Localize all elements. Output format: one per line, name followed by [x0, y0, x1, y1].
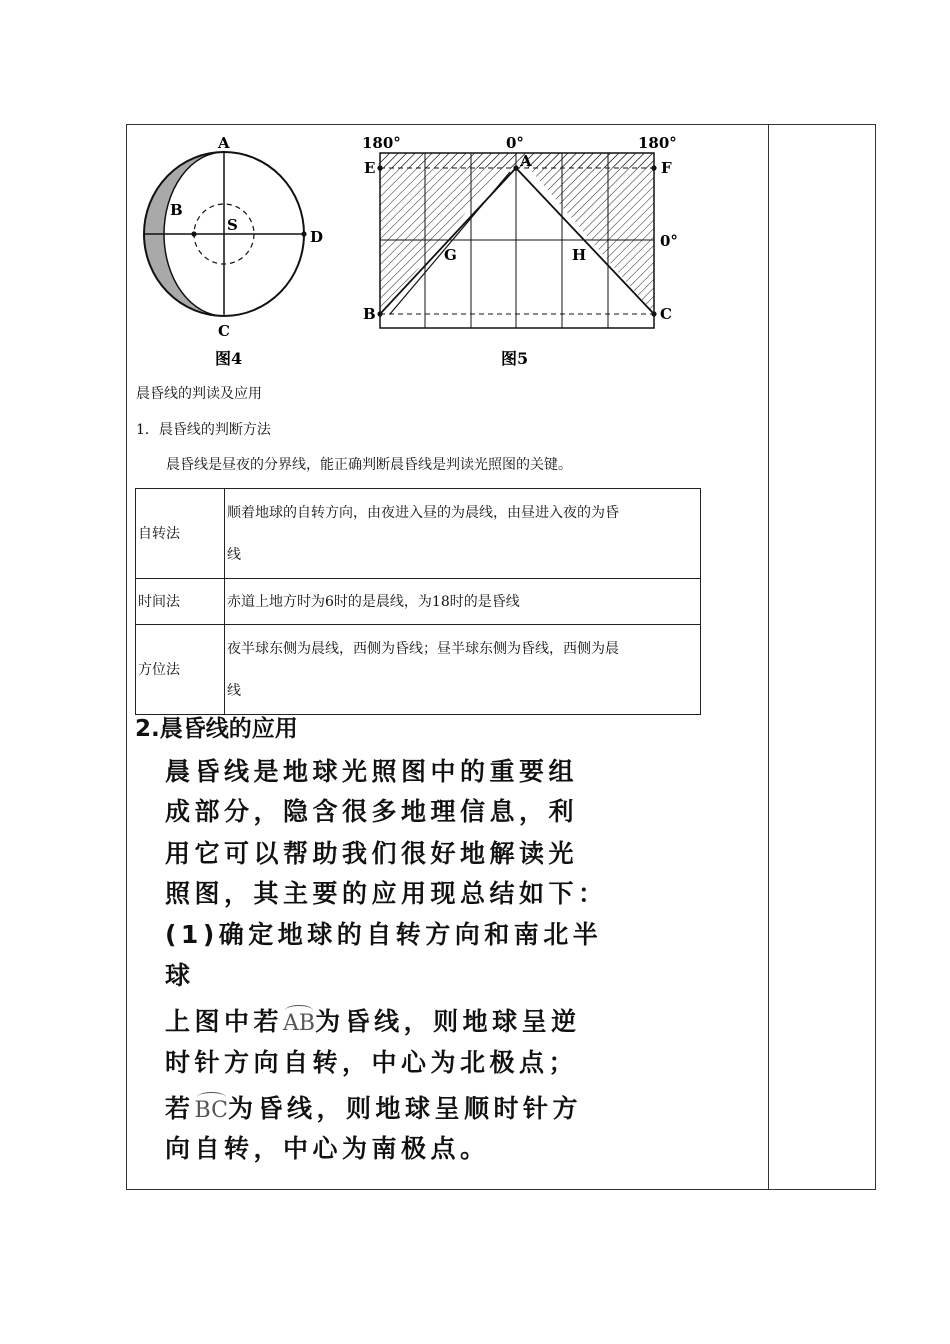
- method-desc: 夜半球东侧为晨线，西侧为昏线；昼半球东侧为昏线，西侧为晨 线: [225, 625, 701, 715]
- para2-line1: 上图中若AB为昏线，则地球呈逆: [165, 1007, 581, 1039]
- label-s: S: [227, 216, 238, 234]
- figure-5: [362, 134, 678, 368]
- body-line: 球: [165, 961, 195, 990]
- method-name: 方位法: [136, 625, 225, 715]
- para2-line2: 时针方向自转，中心为北极点；: [165, 1048, 579, 1077]
- label-g: G: [444, 246, 457, 264]
- para2-line3: 若BC为昏线，则地球呈顺时针方: [165, 1094, 582, 1126]
- subsection-1-title: 1．晨昏线的判断方法: [136, 422, 271, 438]
- method-desc: 赤道上地方时为6时的是晨线，为18时的是昏线: [225, 579, 701, 625]
- label-f: F: [661, 159, 672, 177]
- label-b: B: [170, 201, 183, 219]
- arc-ab-label: AB: [283, 1009, 315, 1039]
- body-line: 晨昏线是地球光照图中的重要组: [165, 757, 579, 786]
- body-line: 用它可以帮助我们很好地解读光: [165, 839, 579, 868]
- arc-bc-label: BC: [195, 1096, 228, 1126]
- label-c: C: [218, 322, 230, 340]
- section-title: 晨昏线的判读及应用: [136, 386, 262, 402]
- figures-diagram: [128, 126, 728, 376]
- lon-180-left: 180°: [362, 134, 401, 152]
- table-row: [136, 489, 701, 579]
- method-desc: 顺着地球的自转方向，由夜进入昼的为晨线，由昼进入夜的为昏 线: [225, 489, 701, 579]
- heading-2: 2.晨昏线的应用: [135, 716, 298, 742]
- label-c5: C: [660, 305, 672, 323]
- figure5-caption: 图5: [501, 349, 529, 368]
- figure-4: [144, 134, 323, 368]
- equator-label: 0°: [660, 232, 678, 250]
- figure4-caption: 图4: [215, 349, 243, 368]
- para2-line4: 向自转，中心为南极点。: [165, 1134, 490, 1163]
- body-line: 照图，其主要的应用现总结如下：: [165, 879, 608, 908]
- intro-paragraph: 晨昏线是昼夜的分界线，能正确判断晨昏线是判读光照图的关键。: [166, 457, 572, 473]
- label-a: A: [218, 134, 230, 152]
- body-line: 成部分，隐含很多地理信息，利: [165, 797, 579, 826]
- side-column-divider: [768, 124, 769, 1190]
- table-row: [136, 625, 701, 715]
- label-b5: B: [363, 305, 376, 323]
- body-line: (1)确定地球的自转方向和南北半: [165, 920, 603, 949]
- table-row: [136, 579, 701, 625]
- methods-table: [135, 488, 701, 715]
- method-name: 自转法: [136, 489, 225, 579]
- label-h: H: [572, 246, 587, 264]
- label-e: E: [364, 159, 376, 177]
- lon-180-right: 180°: [638, 134, 677, 152]
- label-a5: A: [520, 152, 532, 170]
- method-name: 时间法: [136, 579, 225, 625]
- label-d: D: [310, 228, 324, 246]
- lon-0-top: 0°: [506, 134, 524, 152]
